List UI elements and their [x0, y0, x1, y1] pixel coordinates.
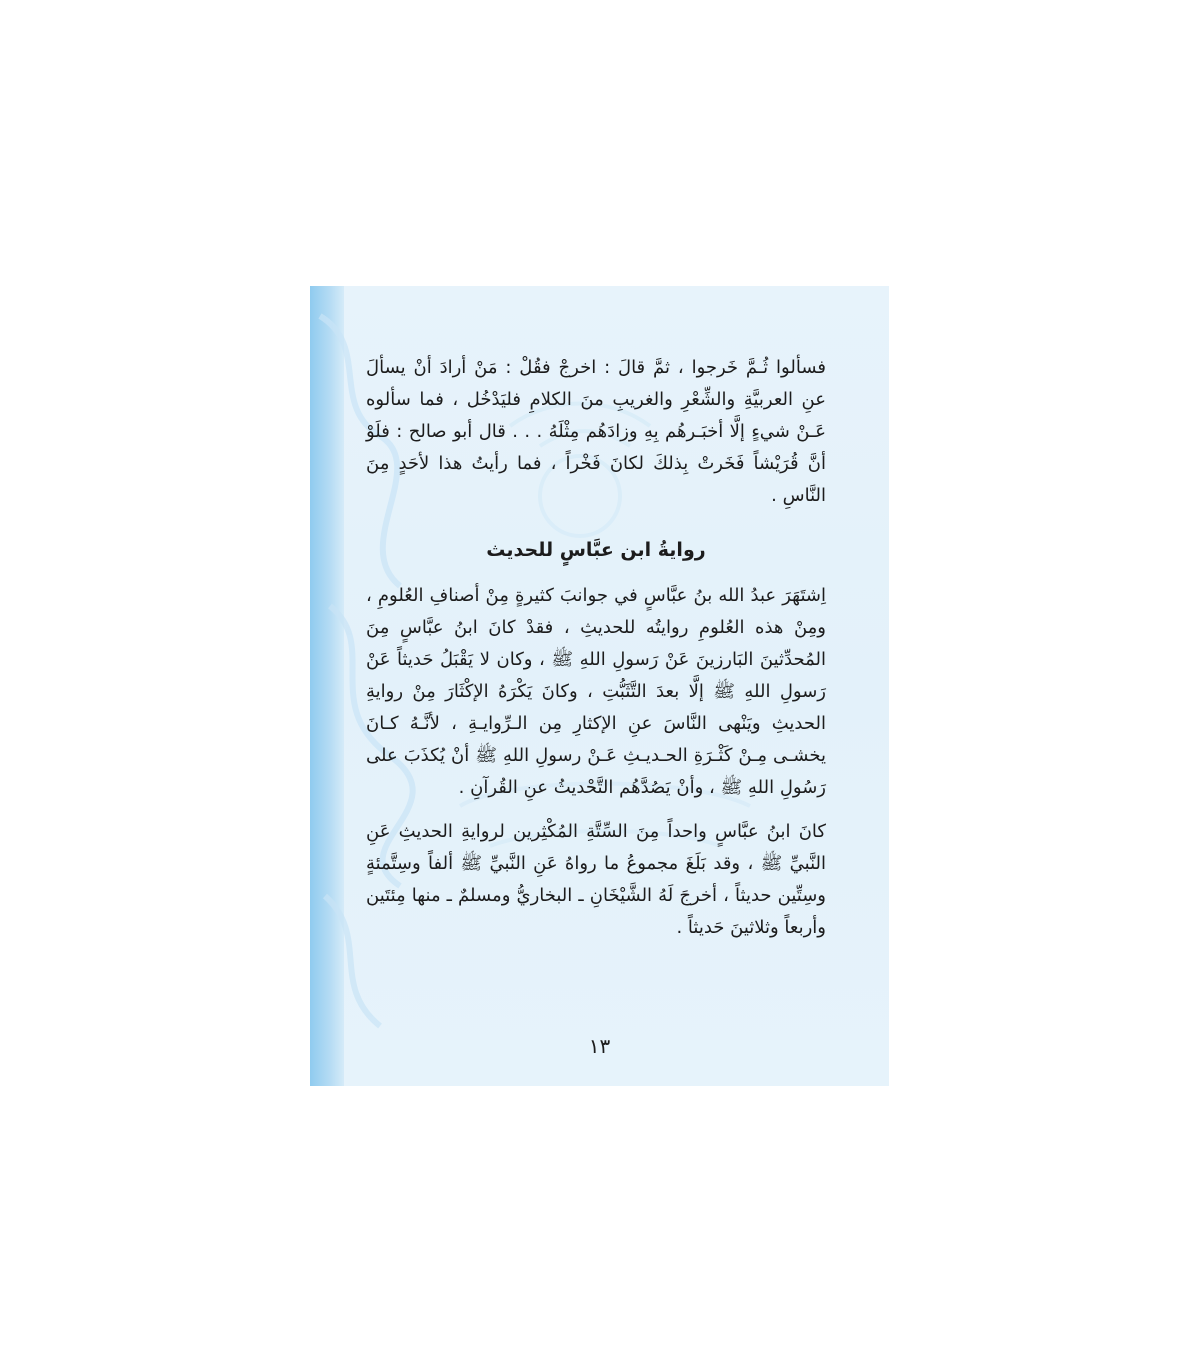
paragraph-1: فسألوا ثُـمَّ خَرجوا ، ثمَّ قالَ : اخرجْ فقُلْ : مَنْ أرادَ أنْ يسألَ عنِ العربيَّةِ والشِّعْرِ والغريبِ منَ الكلامِ فليَدْخُل ، فما سألوه عَـنْ شيءٍ إلَّا أخبَـرهُم بِهِ وزادَهُم مِثْلَهُ . . . قال أبو صالح : فلَوْ أنَّ قُرَيْشاً فَخَرتْ بِذلكَ لكانَ فَخْراً ، فما رأيتُ هذا لأحَدٍ مِنَ النَّاسِ .: [366, 357, 826, 506]
page-text: [366, 352, 826, 944]
paragraph-2: اِشتَهَرَ عبدُ الله بنُ عبَّاسٍ في جوانبَ كثيرةٍ مِنْ أصنافِ العُلومِ ، ومِنْ هذه العُلومِ روايتُه للحديثِ ، فقدْ كانَ ابنُ عبَّاسٍ مِنَ المُحدِّثينَ البَارزينَ عَنْ رَسولِ اللهِ ﷺ ، وكان لا يَقْبَلُ حَديثاً عَنْ رَسولِ اللهِ ﷺ إلَّا بعدَ التَّثَبُّتِ ، وكانَ يَكْرَهُ الإكْثَارَ مِنْ روايةِ الحديثِ ويَنْهى النَّاسَ عنِ الإكثارِ مِن الـرِّوايـةِ ، لأنَّـهُ كـانَ يخشـى مِـنْ كَثْـرَةِ الحـديـثِ عَـنْ رسولِ اللهِ ﷺ أنْ يُكذَبَ على رَسُولِ اللهِ ﷺ ، وأنْ يَصُدَّهُم التَّحْديثُ عنِ القُرآنِ .: [366, 585, 826, 798]
paragraph-3: كانَ ابنُ عبَّاسٍ واحداً مِنَ السِّتَّةِ المُكْثِرين لروايةِ الحديثِ عَنِ النَّبيِّ ﷺ ، وقد بَلَغَ مجموعُ ما رواهُ عَنِ النَّبيِّ ﷺ ألفاً وسِتَّمئةٍ وسِتِّين حديثاً ، أخرجَ لَهُ الشَّيْخَانِ ـ البخاريُّ ومسلمٌ ـ منها مِئتَين وأربعاً وثلاثينَ حَديثاً .: [366, 821, 826, 938]
section-heading: روايةُ ابن عبَّاسٍ للحديث: [486, 539, 706, 561]
book-page: [310, 286, 889, 1086]
page-number: ١٣: [588, 1034, 611, 1058]
